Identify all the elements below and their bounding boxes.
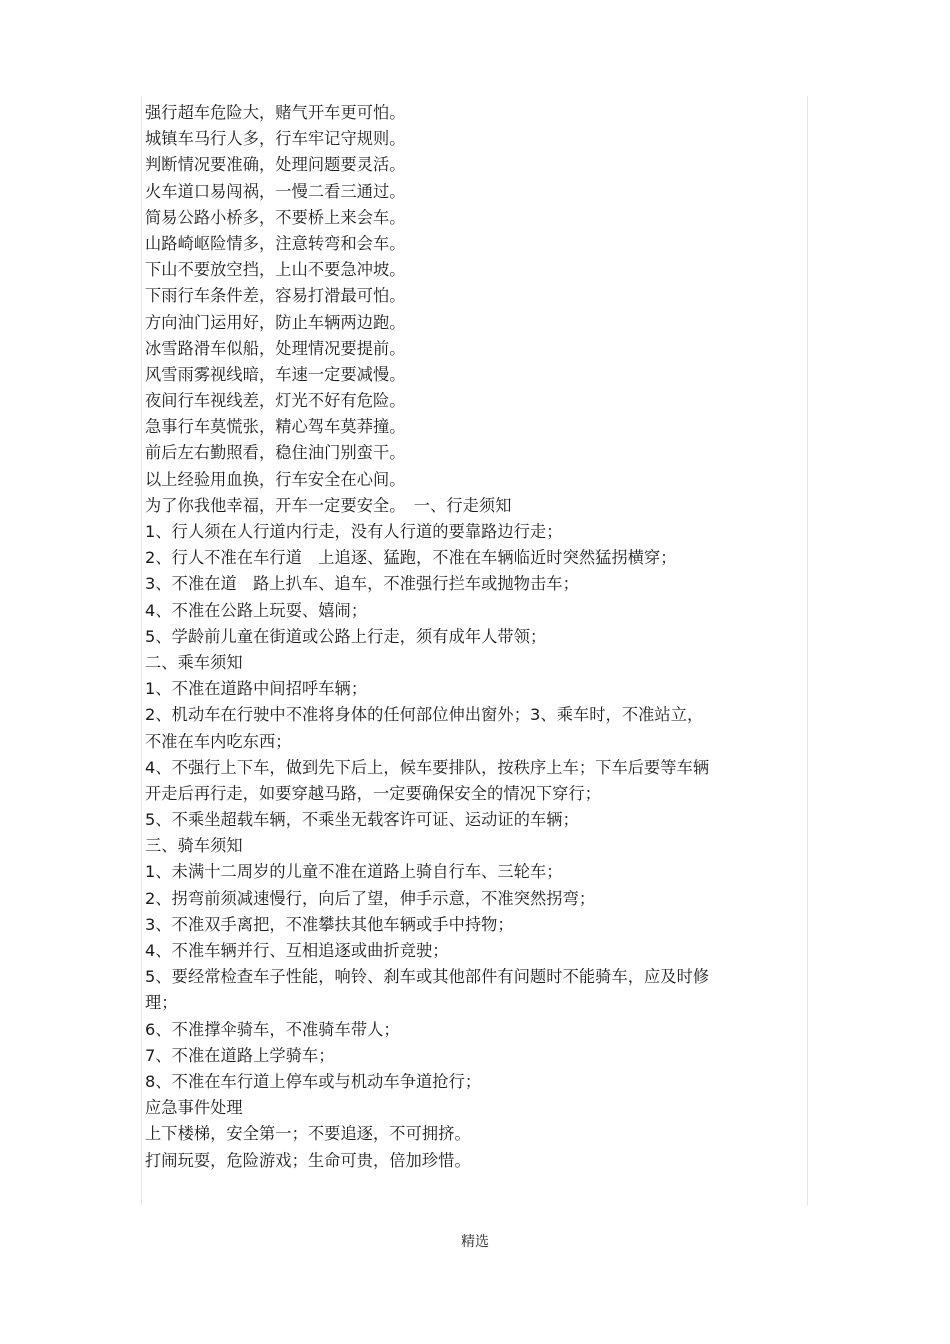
text-line: 不准在车内吃东西；: [145, 731, 292, 751]
text-line: 5、要经常检查车子性能，响铃、刹车或其他部件有问题时不能骑车，应及时修: [145, 967, 710, 987]
text-line: 5、学龄前儿童在街道或公路上行走，须有成年人带领；: [145, 626, 547, 646]
text-line: 打闹玩耍，危险游戏；生命可贵，倍加珍惜。: [145, 1150, 471, 1170]
text-line: 火车道口易闯祸，一慢二看三通过。: [145, 181, 406, 201]
section-heading-emergency: 应急事件处理: [145, 1098, 243, 1118]
text-line: 城镇车马行人多，行车牢记守规则。: [145, 129, 406, 149]
text-line: 1、行人须在人行道内行走，没有人行道的要靠路边行走；: [145, 522, 563, 541]
text-line: 5、不乘坐超载车辆，不乘坐无载客许可证、运动证的车辆；: [145, 810, 579, 830]
text-line: 4、不强行上下车，做到先下后上，候车要排队，按秩序上车；下车后要等车辆: [145, 757, 710, 777]
text-line: 6、不准撑伞骑车，不准骑车带人；: [145, 1019, 400, 1039]
text-line: 强行超车危险大，赌气开车更可怕。: [145, 103, 406, 122]
text-line: 以上经验用血换，行车安全在心间。: [145, 469, 406, 489]
text-line: 山路崎岖险情多，注意转弯和会车。: [145, 233, 406, 253]
text-line: 急事行车莫慌张，精心驾车莫莽撞。: [145, 417, 406, 437]
text-line: 冰雪路滑车似船，处理情况要提前。: [145, 338, 406, 358]
text-line: 开走后再行走，如要穿越马路，一定要确保安全的情况下穿行；: [145, 783, 602, 803]
text-line: 8、不准在车行道上停车或与机动车争道抢行；: [145, 1071, 482, 1091]
text-line: 3、不准双手离把，不准攀扶其他车辆或手中持物；: [145, 914, 514, 934]
page-footer-label: 精选: [461, 1234, 489, 1250]
text-line: 前后左右勤照看，稳住油门别蛮干。: [145, 443, 406, 463]
section-heading-riding: 二、乘车须知: [145, 652, 243, 672]
text-line: 7、不准在道路上学骑车；: [145, 1045, 335, 1065]
text-line: 3、不准在道 路上扒车、追车，不准强行拦车或抛物击车；: [145, 574, 579, 594]
text-line: 2、机动车在行驶中不准将身体的任何部位伸出窗外；3、乘车时，不准站立，: [145, 705, 704, 725]
text-line: 方向油门运用好，防止车辆两边跑。: [145, 312, 406, 332]
text-line: 2、拐弯前须减速慢行，向后了望，伸手示意，不准突然拐弯；: [145, 888, 596, 908]
text-line: 4、不准车辆并行、互相追逐或曲折竞驶；: [145, 941, 449, 960]
text-line: 4、不准在公路上玩耍、嬉闹；: [145, 600, 368, 620]
section-heading-cycling: 三、骑车须知: [145, 836, 243, 856]
text-line: 判断情况要准确，处理问题要灵活。: [145, 155, 406, 175]
text-line: 1、未满十二周岁的儿童不准在道路上骑自行车、三轮车；: [145, 862, 563, 882]
text-line: 下山不要放空挡，上山不要急冲坡。: [145, 260, 406, 280]
text-line: 理；: [145, 993, 178, 1013]
text-line-heading-walking: 为了你我他幸福，开车一定要安全。 一、行走须知: [145, 495, 512, 515]
text-line: 1、不准在道路中间招呼车辆；: [145, 679, 368, 699]
text-line: 上下楼梯，安全第一；不要追逐，不可拥挤。: [145, 1124, 471, 1144]
text-line: 风雪雨雾视线暗，车速一定要减慢。: [145, 364, 406, 384]
text-line: 2、行人不准在车行道 上追逐、猛跑，不准在车辆临近时突然猛拐横穿；: [145, 548, 677, 568]
text-line: 夜间行车视线差，灯光不好有危险。: [145, 391, 406, 411]
text-line: 下雨行车条件差，容易打滑最可怕。: [145, 286, 406, 306]
document-body: [145, 100, 809, 1174]
text-line: 简易公路小桥多，不要桥上来会车。: [145, 207, 406, 227]
